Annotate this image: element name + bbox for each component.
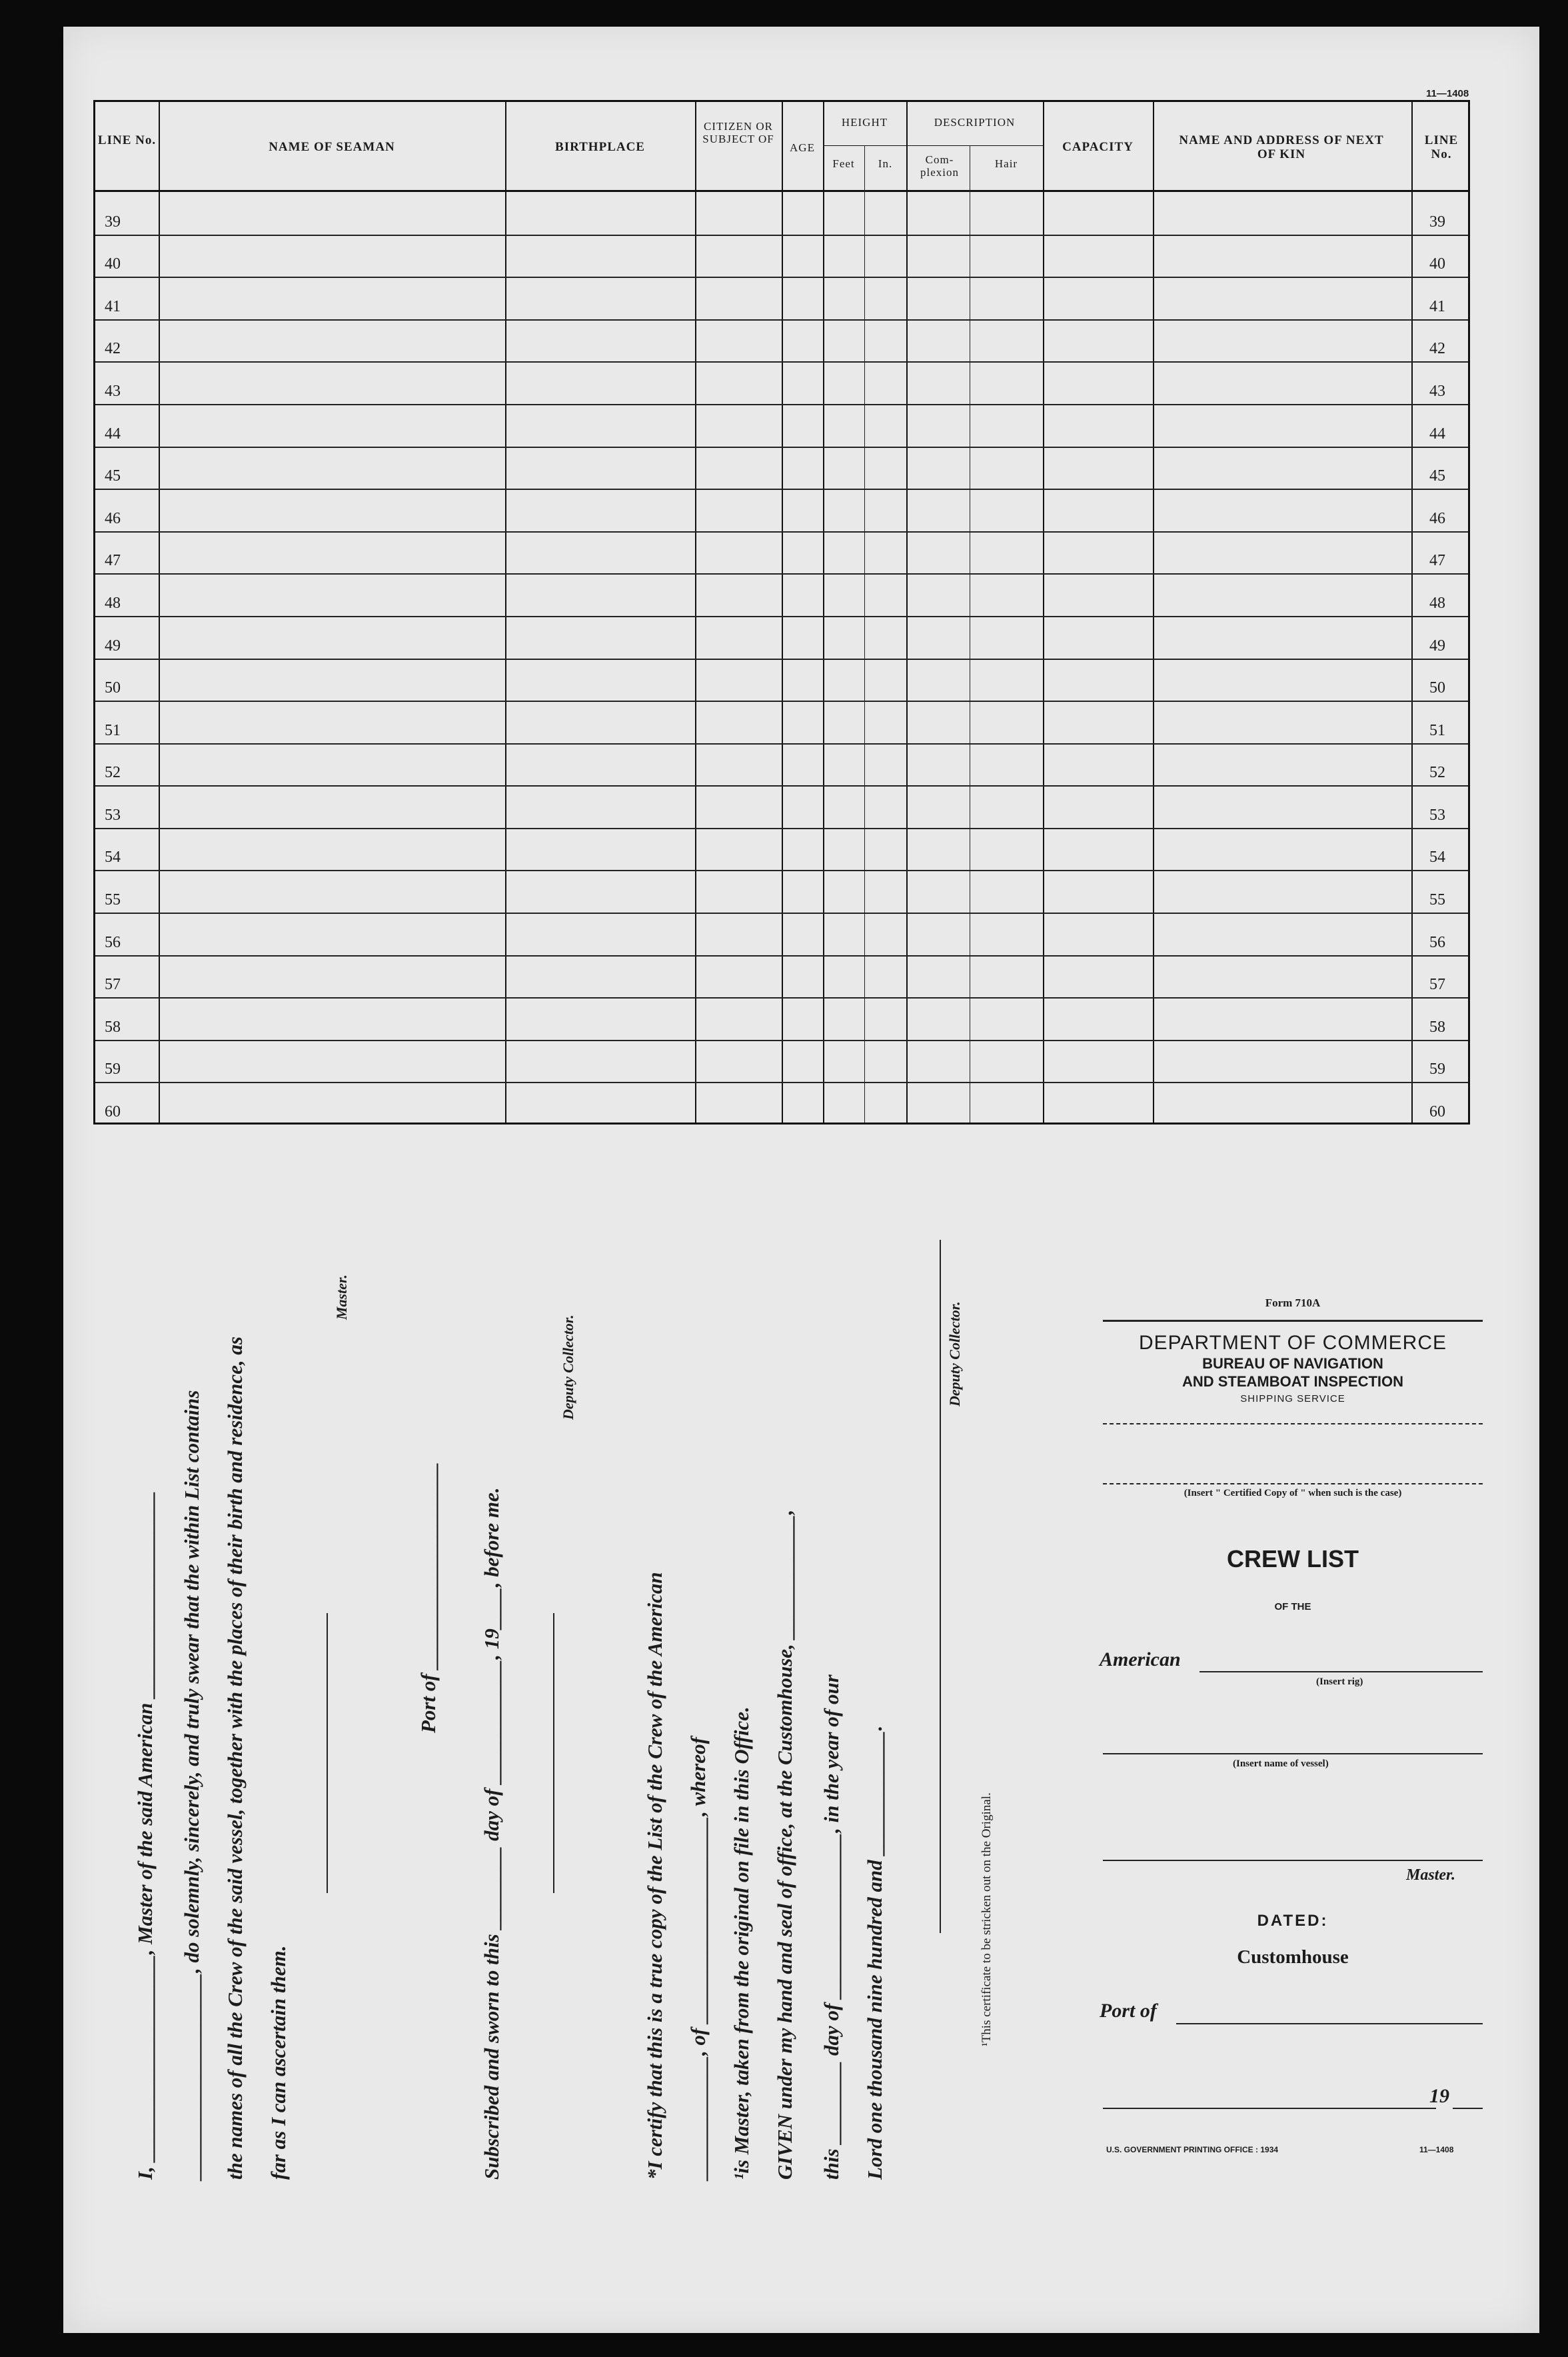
row-number-right: 57 xyxy=(1429,976,1445,994)
form-code-bottom: 11—1408 xyxy=(1419,2145,1454,2154)
header-height: HEIGHT xyxy=(841,116,888,129)
form-number: Form 710A xyxy=(1265,1296,1321,1309)
table-row xyxy=(95,404,1468,405)
table-row xyxy=(95,785,1468,787)
certify-line-3: ¹is Master, taken from the original on file in this Office. xyxy=(730,1706,753,2180)
row-number-left: 41 xyxy=(105,297,121,315)
row-number-left: 60 xyxy=(105,1103,121,1121)
header-citizen: CITIZEN OR SUBJECT OF xyxy=(702,120,774,145)
row-number-right: 48 xyxy=(1429,594,1445,612)
header-subdivider xyxy=(823,145,1043,146)
row-number-right: 51 xyxy=(1429,721,1445,739)
year-line xyxy=(1453,2108,1483,2109)
row-number-right: 54 xyxy=(1429,849,1445,867)
form-code-top: 11—1408 xyxy=(1426,88,1469,99)
row-number-left: 55 xyxy=(105,891,121,909)
row-number-left: 54 xyxy=(105,849,121,867)
row-number-right: 39 xyxy=(1429,213,1445,231)
row-number-left: 44 xyxy=(105,425,121,443)
year-19: 19 xyxy=(1429,2085,1449,2107)
header-hair: Hair xyxy=(994,157,1018,170)
table-row xyxy=(95,447,1468,448)
certify-line-4: GIVEN under my hand and seal of office, at the Customhouse, ____________, xyxy=(773,1509,796,2180)
row-number-left: 53 xyxy=(105,806,121,824)
of-the: OF THE xyxy=(1274,1601,1311,1612)
header-description: DESCRIPTION xyxy=(934,116,1016,129)
header-complexion: Com-plexion xyxy=(920,153,959,179)
row-number-right: 52 xyxy=(1429,764,1445,782)
row-number-right: 49 xyxy=(1429,637,1445,655)
row-number-right: 40 xyxy=(1429,255,1445,273)
header-birthplace: BIRTHPLACE xyxy=(555,140,645,154)
certify-line-2: ____________, of ____________________, whereof xyxy=(686,1737,710,2180)
crew-list-title: CREW LIST xyxy=(1227,1545,1359,1572)
bureau-line-1: BUREAU OF NAVIGATION xyxy=(1202,1355,1383,1372)
row-number-left: 52 xyxy=(105,764,121,782)
row-number-right: 59 xyxy=(1429,1061,1445,1079)
certify-line-1: *I certify that this is a true copy of the List of the Crew of the American xyxy=(643,1572,666,2180)
deputy-collector-line-1 xyxy=(553,1613,554,1893)
row-number-right: 47 xyxy=(1429,552,1445,570)
row-number-right: 55 xyxy=(1429,891,1445,909)
header-line-no-right: LINE No. xyxy=(1424,133,1459,161)
row-number-right: 56 xyxy=(1429,933,1445,951)
master-signature-label: Master. xyxy=(333,1274,350,1320)
table-row xyxy=(95,828,1468,829)
header-age: AGE xyxy=(790,141,815,154)
port-of-line xyxy=(1176,2023,1483,2024)
subscribed-sworn: Subscribed and sworn to this ________ day of ____________, 19____, before me. xyxy=(480,1487,503,2180)
row-number-left: 51 xyxy=(105,721,121,739)
row-number-right: 58 xyxy=(1429,1018,1445,1036)
row-number-right: 50 xyxy=(1429,679,1445,697)
port-of-label: Port of xyxy=(1100,2000,1157,2022)
row-number-left: 59 xyxy=(105,1061,121,1079)
printer-credit: U.S. GOVERNMENT PRINTING OFFICE : 1934 xyxy=(1106,2145,1279,2154)
row-number-right: 44 xyxy=(1429,425,1445,443)
master-line xyxy=(1103,1860,1483,1861)
table-row xyxy=(95,743,1468,745)
header-line-no: LINE No. xyxy=(97,133,157,147)
row-number-right: 45 xyxy=(1429,467,1445,485)
row-number-left: 42 xyxy=(105,340,121,358)
table-row xyxy=(95,319,1468,321)
row-number-left: 50 xyxy=(105,679,121,697)
rig-line xyxy=(1199,1671,1483,1672)
table-row xyxy=(95,955,1468,957)
table-row xyxy=(95,277,1468,278)
oath-line-4: far as I can ascertain them. xyxy=(267,1945,290,2180)
table-row xyxy=(95,616,1468,617)
oath-line-3: the names of all the Crew of the said vessel, together with the places of their birth and residence, as xyxy=(223,1336,247,2180)
insert-name-label: (Insert name of vessel) xyxy=(1233,1758,1329,1769)
certified-copy-line-2 xyxy=(1103,1483,1483,1484)
table-row xyxy=(95,659,1468,660)
insert-rig-label: (Insert rig) xyxy=(1316,1676,1363,1687)
table-row xyxy=(95,235,1468,236)
dated-label: DATED: xyxy=(1257,1912,1329,1930)
certify-line-5: this ________ day of ________________, in the year of our xyxy=(820,1674,843,2180)
certified-copy-line-1 xyxy=(1103,1423,1483,1424)
header-next-of-kin: NAME AND ADDRESS OF NEXT OF KIN xyxy=(1179,133,1384,161)
crew-table xyxy=(93,100,1470,1125)
header-feet: Feet xyxy=(832,157,855,170)
row-number-left: 58 xyxy=(105,1018,121,1036)
row-number-right: 41 xyxy=(1429,297,1445,315)
table-row xyxy=(95,913,1468,914)
table-row xyxy=(95,361,1468,363)
footnote: ¹This certificate to be stricken out on the Original. xyxy=(980,1792,994,2046)
row-number-right: 53 xyxy=(1429,806,1445,824)
row-number-left: 57 xyxy=(105,976,121,994)
row-number-left: 49 xyxy=(105,637,121,655)
row-number-left: 56 xyxy=(105,933,121,951)
deputy-collector-label-1: Deputy Collector. xyxy=(560,1314,576,1420)
row-number-left: 39 xyxy=(105,213,121,231)
row-number-right: 42 xyxy=(1429,340,1445,358)
oath-line-2: ____________________, do solemnly, sincerely, and truly swear that the within List contains xyxy=(180,1390,203,2180)
table-row xyxy=(95,489,1468,490)
row-number-left: 47 xyxy=(105,552,121,570)
row-number-left: 46 xyxy=(105,509,121,527)
header-inches: In. xyxy=(878,157,893,170)
date-line xyxy=(1103,2108,1436,2109)
customhouse-label: Customhouse xyxy=(1237,1946,1349,1968)
table-body xyxy=(95,192,1468,1123)
row-number-right: 43 xyxy=(1429,382,1445,400)
header-capacity: CAPACITY xyxy=(1062,140,1134,154)
port-of: Port of ____________________ xyxy=(416,1462,440,1733)
vessel-name-line xyxy=(1103,1753,1483,1754)
table-row xyxy=(95,701,1468,702)
cover-panel xyxy=(1093,1286,1493,2220)
table-row xyxy=(95,573,1468,575)
table-row xyxy=(95,870,1468,871)
row-number-left: 40 xyxy=(105,255,121,273)
certified-copy-note: (Insert " Certified Copy of " when such is the case) xyxy=(1183,1488,1402,1498)
table-row xyxy=(95,1040,1468,1041)
table-row xyxy=(95,1082,1468,1083)
row-number-left: 48 xyxy=(105,594,121,612)
row-number-right: 46 xyxy=(1429,509,1445,527)
certify-line-6: Lord one thousand nine hundred and ____________. xyxy=(863,1725,886,2180)
header-name-of-seaman: NAME OF SEAMAN xyxy=(269,140,395,154)
deputy-collector-label-2: Deputy Collector. xyxy=(946,1301,963,1406)
table-row xyxy=(95,997,1468,999)
deputy-collector-line-2 xyxy=(940,1240,941,1933)
row-number-right: 60 xyxy=(1429,1103,1445,1121)
bureau-line-2: AND STEAMBOAT INSPECTION xyxy=(1181,1373,1404,1390)
department: DEPARTMENT OF COMMERCE xyxy=(1138,1332,1447,1354)
row-number-left: 43 xyxy=(105,382,121,400)
row-number-left: 45 xyxy=(105,467,121,485)
american-label: American xyxy=(1100,1648,1181,1670)
master-label: Master. xyxy=(1406,1866,1456,1884)
master-signature-line xyxy=(327,1613,328,1893)
table-row xyxy=(95,531,1468,533)
form-number-rule xyxy=(1103,1320,1483,1322)
shipping-service: SHIPPING SERVICE xyxy=(1240,1393,1345,1404)
oath-line-1: I, ____________________, Master of the said American ____________________ xyxy=(133,1490,157,2180)
